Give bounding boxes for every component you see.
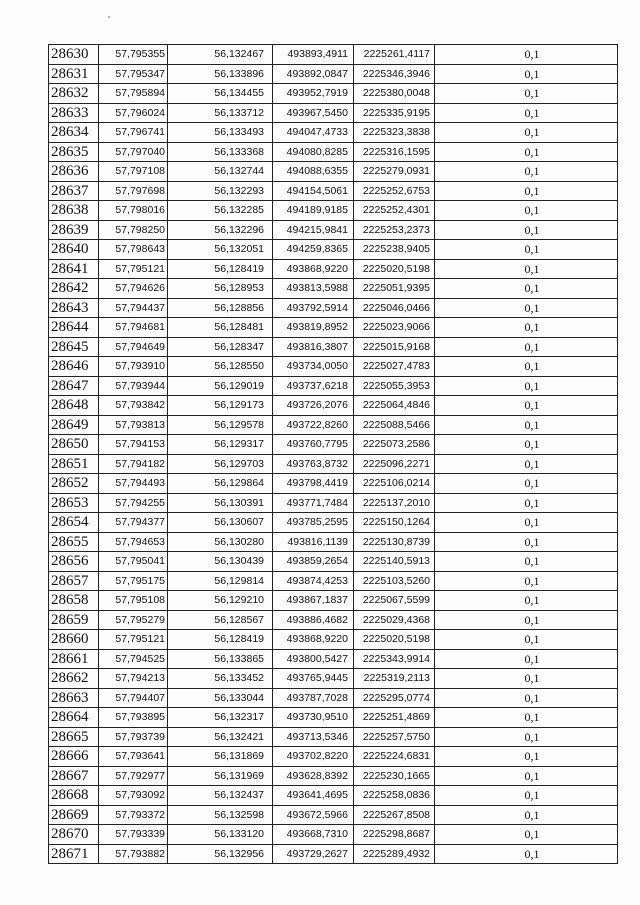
longitude-cell: 56,134455 — [168, 84, 273, 104]
y-coordinate-cell: 2225343,9914 — [354, 649, 435, 669]
accuracy-cell: 0,1 — [435, 415, 618, 435]
accuracy-cell: 0,1 — [435, 630, 618, 650]
y-coordinate-cell: 2225103,5260 — [354, 571, 435, 591]
longitude-cell: 56,133712 — [168, 103, 273, 123]
longitude-cell: 56,130391 — [168, 493, 273, 513]
x-coordinate-cell: 493886,4682 — [273, 610, 354, 630]
x-coordinate-cell: 494154,5061 — [273, 181, 354, 201]
y-coordinate-cell: 2225023,9066 — [354, 318, 435, 338]
latitude-cell: 57,794407 — [99, 688, 168, 708]
point-number-cell: 28665 — [49, 727, 99, 747]
latitude-cell: 57,795108 — [99, 591, 168, 611]
table-row — [49, 435, 618, 455]
x-coordinate-cell: 493868,9220 — [273, 259, 354, 279]
point-number-cell: 28656 — [49, 552, 99, 572]
latitude-cell: 57,795121 — [99, 630, 168, 650]
point-number-cell: 28669 — [49, 805, 99, 825]
latitude-cell: 57,793813 — [99, 415, 168, 435]
point-number-cell: 28646 — [49, 357, 99, 377]
table-row — [49, 279, 618, 299]
point-number-cell: 28636 — [49, 162, 99, 182]
table-row — [49, 786, 618, 806]
latitude-cell: 57,794649 — [99, 337, 168, 357]
table-row — [49, 591, 618, 611]
point-number-cell: 28649 — [49, 415, 99, 435]
accuracy-cell: 0,1 — [435, 727, 618, 747]
x-coordinate-cell: 494088,6355 — [273, 162, 354, 182]
table-row — [49, 727, 618, 747]
x-coordinate-cell: 493722,8260 — [273, 415, 354, 435]
latitude-cell: 57,794493 — [99, 474, 168, 494]
accuracy-cell: 0,1 — [435, 493, 618, 513]
accuracy-cell: 0,1 — [435, 259, 618, 279]
point-number-cell: 28638 — [49, 201, 99, 221]
point-number-cell: 28631 — [49, 64, 99, 84]
table-row — [49, 376, 618, 396]
latitude-cell: 57,794153 — [99, 435, 168, 455]
y-coordinate-cell: 2225073,2586 — [354, 435, 435, 455]
x-coordinate-cell: 493787,7028 — [273, 688, 354, 708]
x-coordinate-cell: 493892,0847 — [273, 64, 354, 84]
accuracy-cell: 0,1 — [435, 396, 618, 416]
accuracy-cell: 0,1 — [435, 454, 618, 474]
point-number-cell: 28662 — [49, 669, 99, 689]
point-number-cell: 28667 — [49, 766, 99, 786]
latitude-cell: 57,794653 — [99, 532, 168, 552]
accuracy-cell: 0,1 — [435, 474, 618, 494]
point-number-cell: 28641 — [49, 259, 99, 279]
latitude-cell: 57,793092 — [99, 786, 168, 806]
latitude-cell: 57,794626 — [99, 279, 168, 299]
table-row — [49, 142, 618, 162]
y-coordinate-cell: 2225335,9195 — [354, 103, 435, 123]
longitude-cell: 56,132285 — [168, 201, 273, 221]
point-number-cell: 28659 — [49, 610, 99, 630]
table-row — [49, 64, 618, 84]
table-row — [49, 454, 618, 474]
x-coordinate-cell: 493771,7484 — [273, 493, 354, 513]
point-number-cell: 28633 — [49, 103, 99, 123]
x-coordinate-cell: 493785,2595 — [273, 513, 354, 533]
table-row — [49, 259, 618, 279]
table-row — [49, 318, 618, 338]
point-number-cell: 28654 — [49, 513, 99, 533]
x-coordinate-cell: 493668,7310 — [273, 825, 354, 845]
table-row — [49, 532, 618, 552]
x-coordinate-cell: 493798,4419 — [273, 474, 354, 494]
point-number-cell: 28660 — [49, 630, 99, 650]
table-row — [49, 766, 618, 786]
accuracy-cell: 0,1 — [435, 552, 618, 572]
point-number-cell: 28648 — [49, 396, 99, 416]
longitude-cell: 56,132317 — [168, 708, 273, 728]
table-row — [49, 45, 618, 65]
point-number-cell: 28630 — [49, 45, 99, 65]
longitude-cell: 56,133896 — [168, 64, 273, 84]
latitude-cell: 57,793842 — [99, 396, 168, 416]
latitude-cell: 57,795894 — [99, 84, 168, 104]
longitude-cell: 56,132744 — [168, 162, 273, 182]
longitude-cell: 56,133368 — [168, 142, 273, 162]
point-number-cell: 28651 — [49, 454, 99, 474]
accuracy-cell: 0,1 — [435, 669, 618, 689]
longitude-cell: 56,132293 — [168, 181, 273, 201]
latitude-cell: 57,795279 — [99, 610, 168, 630]
point-number-cell: 28671 — [49, 844, 99, 864]
table-row — [49, 844, 618, 864]
y-coordinate-cell: 2225346,3946 — [354, 64, 435, 84]
longitude-cell: 56,128419 — [168, 259, 273, 279]
accuracy-cell: 0,1 — [435, 532, 618, 552]
x-coordinate-cell: 494080,8285 — [273, 142, 354, 162]
x-coordinate-cell: 493730,9510 — [273, 708, 354, 728]
longitude-cell: 56,132467 — [168, 45, 273, 65]
table-row — [49, 415, 618, 435]
y-coordinate-cell: 2225067,5599 — [354, 591, 435, 611]
latitude-cell: 57,794182 — [99, 454, 168, 474]
accuracy-cell: 0,1 — [435, 45, 618, 65]
x-coordinate-cell: 493628,8392 — [273, 766, 354, 786]
point-number-cell: 28652 — [49, 474, 99, 494]
x-coordinate-cell: 493729,2627 — [273, 844, 354, 864]
point-number-cell: 28644 — [49, 318, 99, 338]
accuracy-cell: 0,1 — [435, 64, 618, 84]
x-coordinate-cell: 493765,9445 — [273, 669, 354, 689]
y-coordinate-cell: 2225267,8508 — [354, 805, 435, 825]
longitude-cell: 56,129578 — [168, 415, 273, 435]
latitude-cell: 57,795347 — [99, 64, 168, 84]
scan-speck — [108, 16, 110, 18]
table-row — [49, 669, 618, 689]
latitude-cell: 57,794377 — [99, 513, 168, 533]
longitude-cell: 56,128550 — [168, 357, 273, 377]
latitude-cell: 57,796024 — [99, 103, 168, 123]
longitude-cell: 56,132051 — [168, 240, 273, 260]
accuracy-cell: 0,1 — [435, 766, 618, 786]
accuracy-cell: 0,1 — [435, 591, 618, 611]
y-coordinate-cell: 2225130,8739 — [354, 532, 435, 552]
y-coordinate-cell: 2225279,0931 — [354, 162, 435, 182]
longitude-cell: 56,132956 — [168, 844, 273, 864]
point-number-cell: 28655 — [49, 532, 99, 552]
x-coordinate-cell: 493819,8952 — [273, 318, 354, 338]
longitude-cell: 56,129019 — [168, 376, 273, 396]
table-row — [49, 84, 618, 104]
y-coordinate-cell: 2225316,1595 — [354, 142, 435, 162]
accuracy-cell: 0,1 — [435, 162, 618, 182]
longitude-cell: 56,129814 — [168, 571, 273, 591]
table-row — [49, 162, 618, 182]
latitude-cell: 57,795121 — [99, 259, 168, 279]
y-coordinate-cell: 2225238,9405 — [354, 240, 435, 260]
x-coordinate-cell: 494047,4733 — [273, 123, 354, 143]
point-number-cell: 28640 — [49, 240, 99, 260]
longitude-cell: 56,129317 — [168, 435, 273, 455]
accuracy-cell: 0,1 — [435, 220, 618, 240]
longitude-cell: 56,133120 — [168, 825, 273, 845]
longitude-cell: 56,132421 — [168, 727, 273, 747]
point-number-cell: 28635 — [49, 142, 99, 162]
x-coordinate-cell: 493737,6218 — [273, 376, 354, 396]
x-coordinate-cell: 493967,5450 — [273, 103, 354, 123]
accuracy-cell: 0,1 — [435, 357, 618, 377]
point-number-cell: 28632 — [49, 84, 99, 104]
latitude-cell: 57,797040 — [99, 142, 168, 162]
point-number-cell: 28645 — [49, 337, 99, 357]
y-coordinate-cell: 2225380,0048 — [354, 84, 435, 104]
coordinates-table-body — [49, 45, 618, 864]
point-number-cell: 28647 — [49, 376, 99, 396]
point-number-cell: 28637 — [49, 181, 99, 201]
table-row — [49, 123, 618, 143]
table-row — [49, 630, 618, 650]
accuracy-cell: 0,1 — [435, 825, 618, 845]
longitude-cell: 56,128567 — [168, 610, 273, 630]
latitude-cell: 57,794681 — [99, 318, 168, 338]
latitude-cell: 57,796741 — [99, 123, 168, 143]
x-coordinate-cell: 494215,9841 — [273, 220, 354, 240]
latitude-cell: 57,795041 — [99, 552, 168, 572]
longitude-cell: 56,131869 — [168, 747, 273, 767]
accuracy-cell: 0,1 — [435, 142, 618, 162]
accuracy-cell: 0,1 — [435, 571, 618, 591]
table-row — [49, 688, 618, 708]
table-row — [49, 220, 618, 240]
longitude-cell: 56,132598 — [168, 805, 273, 825]
x-coordinate-cell: 493792,5914 — [273, 298, 354, 318]
latitude-cell: 57,793739 — [99, 727, 168, 747]
table-row — [49, 610, 618, 630]
table-row — [49, 357, 618, 377]
longitude-cell: 56,130439 — [168, 552, 273, 572]
y-coordinate-cell: 2225253,2373 — [354, 220, 435, 240]
y-coordinate-cell: 2225020,5198 — [354, 630, 435, 650]
latitude-cell: 57,793641 — [99, 747, 168, 767]
longitude-cell: 56,128419 — [168, 630, 273, 650]
y-coordinate-cell: 2225319,2113 — [354, 669, 435, 689]
y-coordinate-cell: 2225298,8687 — [354, 825, 435, 845]
x-coordinate-cell: 493800,5427 — [273, 649, 354, 669]
x-coordinate-cell: 493734,0050 — [273, 357, 354, 377]
latitude-cell: 57,793944 — [99, 376, 168, 396]
longitude-cell: 56,129210 — [168, 591, 273, 611]
longitude-cell: 56,129173 — [168, 396, 273, 416]
accuracy-cell: 0,1 — [435, 318, 618, 338]
point-number-cell: 28663 — [49, 688, 99, 708]
y-coordinate-cell: 2225096,2271 — [354, 454, 435, 474]
latitude-cell: 57,794525 — [99, 649, 168, 669]
x-coordinate-cell: 493813,5988 — [273, 279, 354, 299]
table-row — [49, 493, 618, 513]
latitude-cell: 57,793339 — [99, 825, 168, 845]
x-coordinate-cell: 494259,8365 — [273, 240, 354, 260]
x-coordinate-cell: 493952,7919 — [273, 84, 354, 104]
latitude-cell: 57,792977 — [99, 766, 168, 786]
longitude-cell: 56,132296 — [168, 220, 273, 240]
x-coordinate-cell: 493702,8220 — [273, 747, 354, 767]
x-coordinate-cell: 493816,3807 — [273, 337, 354, 357]
longitude-cell: 56,133452 — [168, 669, 273, 689]
accuracy-cell: 0,1 — [435, 649, 618, 669]
accuracy-cell: 0,1 — [435, 513, 618, 533]
coordinates-table — [48, 44, 618, 864]
accuracy-cell: 0,1 — [435, 376, 618, 396]
x-coordinate-cell: 493868,9220 — [273, 630, 354, 650]
y-coordinate-cell: 2225323,3838 — [354, 123, 435, 143]
longitude-cell: 56,131969 — [168, 766, 273, 786]
longitude-cell: 56,129864 — [168, 474, 273, 494]
longitude-cell: 56,129703 — [168, 454, 273, 474]
x-coordinate-cell: 493713,5346 — [273, 727, 354, 747]
table-row — [49, 103, 618, 123]
accuracy-cell: 0,1 — [435, 279, 618, 299]
table-row — [49, 396, 618, 416]
y-coordinate-cell: 2225258,0836 — [354, 786, 435, 806]
point-number-cell: 28668 — [49, 786, 99, 806]
y-coordinate-cell: 2225230,1665 — [354, 766, 435, 786]
table-row — [49, 181, 618, 201]
y-coordinate-cell: 2225251,4869 — [354, 708, 435, 728]
accuracy-cell: 0,1 — [435, 201, 618, 221]
y-coordinate-cell: 2225055,3953 — [354, 376, 435, 396]
longitude-cell: 56,128481 — [168, 318, 273, 338]
longitude-cell: 56,133044 — [168, 688, 273, 708]
latitude-cell: 57,793372 — [99, 805, 168, 825]
x-coordinate-cell: 493763,8732 — [273, 454, 354, 474]
y-coordinate-cell: 2225137,2010 — [354, 493, 435, 513]
y-coordinate-cell: 2225295,0774 — [354, 688, 435, 708]
latitude-cell: 57,795355 — [99, 45, 168, 65]
x-coordinate-cell: 493867,1837 — [273, 591, 354, 611]
latitude-cell: 57,794213 — [99, 669, 168, 689]
x-coordinate-cell: 493641,4695 — [273, 786, 354, 806]
latitude-cell: 57,794255 — [99, 493, 168, 513]
y-coordinate-cell: 2225088,5466 — [354, 415, 435, 435]
table-row — [49, 337, 618, 357]
y-coordinate-cell: 2225224,6831 — [354, 747, 435, 767]
latitude-cell: 57,795175 — [99, 571, 168, 591]
longitude-cell: 56,130280 — [168, 532, 273, 552]
y-coordinate-cell: 2225140,5913 — [354, 552, 435, 572]
x-coordinate-cell: 493859,2654 — [273, 552, 354, 572]
point-number-cell: 28658 — [49, 591, 99, 611]
point-number-cell: 28664 — [49, 708, 99, 728]
latitude-cell: 57,793910 — [99, 357, 168, 377]
y-coordinate-cell: 2225015,9168 — [354, 337, 435, 357]
point-number-cell: 28643 — [49, 298, 99, 318]
x-coordinate-cell: 494189,9185 — [273, 201, 354, 221]
table-row — [49, 571, 618, 591]
accuracy-cell: 0,1 — [435, 103, 618, 123]
x-coordinate-cell: 493816,1139 — [273, 532, 354, 552]
point-number-cell: 28639 — [49, 220, 99, 240]
accuracy-cell: 0,1 — [435, 181, 618, 201]
latitude-cell: 57,793895 — [99, 708, 168, 728]
point-number-cell: 28642 — [49, 279, 99, 299]
accuracy-cell: 0,1 — [435, 123, 618, 143]
table-row — [49, 747, 618, 767]
y-coordinate-cell: 2225252,6753 — [354, 181, 435, 201]
accuracy-cell: 0,1 — [435, 435, 618, 455]
accuracy-cell: 0,1 — [435, 747, 618, 767]
accuracy-cell: 0,1 — [435, 805, 618, 825]
point-number-cell: 28650 — [49, 435, 99, 455]
table-row — [49, 201, 618, 221]
y-coordinate-cell: 2225106,0214 — [354, 474, 435, 494]
accuracy-cell: 0,1 — [435, 240, 618, 260]
y-coordinate-cell: 2225150,1264 — [354, 513, 435, 533]
x-coordinate-cell: 493672,5966 — [273, 805, 354, 825]
longitude-cell: 56,128347 — [168, 337, 273, 357]
point-number-cell: 28661 — [49, 649, 99, 669]
point-number-cell: 28670 — [49, 825, 99, 845]
x-coordinate-cell: 493726,2076 — [273, 396, 354, 416]
table-row — [49, 805, 618, 825]
y-coordinate-cell: 2225029,4368 — [354, 610, 435, 630]
table-row — [49, 298, 618, 318]
accuracy-cell: 0,1 — [435, 688, 618, 708]
table-row — [49, 649, 618, 669]
x-coordinate-cell: 493760,7795 — [273, 435, 354, 455]
y-coordinate-cell: 2225257,5750 — [354, 727, 435, 747]
longitude-cell: 56,133493 — [168, 123, 273, 143]
longitude-cell: 56,132437 — [168, 786, 273, 806]
point-number-cell: 28666 — [49, 747, 99, 767]
longitude-cell: 56,128856 — [168, 298, 273, 318]
latitude-cell: 57,798250 — [99, 220, 168, 240]
longitude-cell: 56,133865 — [168, 649, 273, 669]
longitude-cell: 56,130607 — [168, 513, 273, 533]
point-number-cell: 28657 — [49, 571, 99, 591]
x-coordinate-cell: 493893,4911 — [273, 45, 354, 65]
y-coordinate-cell: 2225261,4117 — [354, 45, 435, 65]
accuracy-cell: 0,1 — [435, 337, 618, 357]
longitude-cell: 56,128953 — [168, 279, 273, 299]
y-coordinate-cell: 2225027,4783 — [354, 357, 435, 377]
accuracy-cell: 0,1 — [435, 84, 618, 104]
table-row — [49, 474, 618, 494]
point-number-cell: 28653 — [49, 493, 99, 513]
accuracy-cell: 0,1 — [435, 298, 618, 318]
y-coordinate-cell: 2225046,0466 — [354, 298, 435, 318]
accuracy-cell: 0,1 — [435, 844, 618, 864]
table-row — [49, 825, 618, 845]
table-row — [49, 513, 618, 533]
latitude-cell: 57,798016 — [99, 201, 168, 221]
latitude-cell: 57,797108 — [99, 162, 168, 182]
y-coordinate-cell: 2225289,4932 — [354, 844, 435, 864]
y-coordinate-cell: 2225252,4301 — [354, 201, 435, 221]
accuracy-cell: 0,1 — [435, 708, 618, 728]
table-row — [49, 240, 618, 260]
latitude-cell: 57,794437 — [99, 298, 168, 318]
accuracy-cell: 0,1 — [435, 786, 618, 806]
latitude-cell: 57,793882 — [99, 844, 168, 864]
y-coordinate-cell: 2225064,4846 — [354, 396, 435, 416]
latitude-cell: 57,797698 — [99, 181, 168, 201]
table-row — [49, 708, 618, 728]
point-number-cell: 28634 — [49, 123, 99, 143]
accuracy-cell: 0,1 — [435, 610, 618, 630]
table-row — [49, 552, 618, 572]
y-coordinate-cell: 2225051,9395 — [354, 279, 435, 299]
latitude-cell: 57,798643 — [99, 240, 168, 260]
x-coordinate-cell: 493874,4253 — [273, 571, 354, 591]
y-coordinate-cell: 2225020,5198 — [354, 259, 435, 279]
